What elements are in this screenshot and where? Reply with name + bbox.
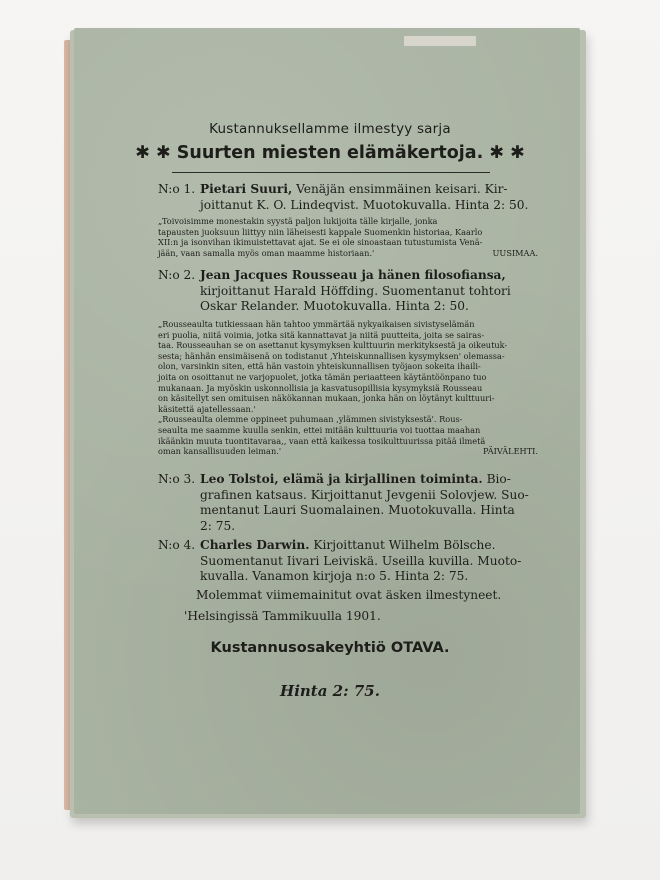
quote-line: mukanaan. Ja myöskin uskonnollisia ja kasvatusopillisia kysymyksiä Rousseau	[158, 382, 483, 393]
entry-4	[158, 538, 538, 585]
entry-line: kirjoittanut Harald Höffding. Suomentanut tohtori	[200, 283, 511, 298]
quote-line: taa. Rousseauhan se on asettanut kysymyksen kulttuurin merkityksestä ja oikeutuk-	[158, 340, 508, 351]
place-date: 'Helsingissä Tammikuulla 1901.	[184, 609, 381, 623]
entry-line: kuvalla. Vanamon kirjoja n:o 5. Hinta 2: 75.	[200, 569, 469, 584]
quote-line: XII:n ja isonvihan ikimuistettavat ajat. Se ei ole sinoastaan tutustumista Venä-	[158, 237, 483, 248]
quote-line: on käsitellyt sen omituisen näkökannan mukaan, jonka hän on löytänyt kulttuuri-	[158, 393, 495, 404]
quote-line: seaulta me saamme kuulla senkin, ettei mitään kulttuuria voi tuottaa maahan	[158, 424, 481, 435]
entry-title: Jean Jacques Rousseau ja hänen filosofiansa,	[200, 268, 506, 282]
entry-number: N:o 3.	[158, 472, 196, 486]
entry-line: Oskar Relander. Muotokuvalla. Hinta 2: 50.	[200, 299, 469, 314]
entry-line: Bio-	[486, 472, 511, 486]
quote-source: PÄIVÄLEHTI.	[482, 446, 538, 457]
entry-line: Kirjoittanut Wilhelm Bölsche.	[313, 538, 496, 552]
entry-line: Suomentanut Iivari Leiviskä. Useilla kuvilla. Muoto-	[200, 553, 522, 568]
quote-source: UUSIMAA.	[492, 247, 538, 258]
quote-line: tapausten juoksuun liittyy niin läheisesti kappale Suomenkin historiaa, Kaarlo	[158, 226, 483, 237]
quote-line: „Rousseaulta olemme oppineet puhumaan ‚ylämmen sivistyksestä'. Rous-	[158, 414, 463, 425]
series-intro: Kustannuksellamme ilmestyy sarja	[209, 121, 451, 137]
quote-line: eri puolia, niitä voimia, jotka sitä kannattavat ja niitä puutteita, joita se sairas-	[158, 329, 485, 340]
review-quote-1	[158, 216, 538, 258]
entry-line: grafinen katsaus. Kirjoittanut Jevgenii Solovjew. Suo-	[200, 487, 529, 502]
entry-title: Charles Darwin.	[200, 538, 310, 552]
quote-line: ikäänkin muuta tuontitavaraa,‚ vaan että kaikessa tosikulttuurissa pitää ilmetä	[158, 435, 486, 446]
quote-line: sesta; hänhän ensimäisenä on todistanut ‚Yhteiskunnallisen kysymyksen' olemassa-	[158, 350, 505, 361]
price-label: Hinta 2: 75.	[280, 682, 380, 700]
entry-2	[158, 268, 538, 315]
paper-tab	[404, 36, 476, 46]
series-title: ✱ ✱ Suurten miesten elämäkertoja. ✱ ✱	[135, 143, 525, 163]
entry-line: 2: 75.	[200, 518, 236, 533]
availability-note: Molemmat viimemainitut ovat äsken ilmestyneet.	[196, 588, 502, 602]
title-rule	[172, 172, 490, 173]
quote-line: „Rousseaulta tutkiessaan hän tahtoo ymmärtää nykyaikaisen sivistyselämän	[158, 319, 475, 329]
entry-number: N:o 2.	[158, 268, 196, 282]
review-quote-2	[158, 319, 538, 457]
entry-line: joittanut K. O. Lindeqvist. Muotokuvalla. Hinta 2: 50.	[200, 197, 529, 212]
quote-line: käsitettä ajatellessaan.'	[158, 403, 256, 414]
entry-number: N:o 4.	[158, 538, 196, 552]
entry-number: N:o 1.	[158, 182, 196, 196]
quote-line: „Toivoisimme monestakin syystä paljon lukijoita tälle kirjalle, jonka	[158, 216, 438, 226]
entry-title: Leo Tolstoi, elämä ja kirjallinen toiminta.	[200, 472, 483, 486]
quote-line: jään, vaan samalla myös oman maamme historiaan.'	[158, 247, 375, 258]
entry-1	[158, 182, 538, 213]
quote-line: joita on osoittanut ne varjopuolet, jotka tämän periaatteen käytäntöönpano tuo	[158, 371, 487, 382]
publisher-name: Kustannusosakeyhtiö OTAVA.	[210, 640, 450, 656]
quote-line: olon, varsinkin siten, että hän vastoin yhteiskunnallisen työjaon sokeita ihaili-	[158, 361, 481, 372]
entry-line: mentanut Lauri Suomalainen. Muotokuvalla. Hinta	[200, 503, 515, 518]
entry-title: Pietari Suuri,	[200, 182, 293, 196]
quote-line: oman kansallisuuden leiman.'	[158, 446, 282, 457]
entry-line: Venäjän ensimmäinen keisari. Kir-	[296, 182, 508, 196]
entry-3	[158, 472, 538, 534]
